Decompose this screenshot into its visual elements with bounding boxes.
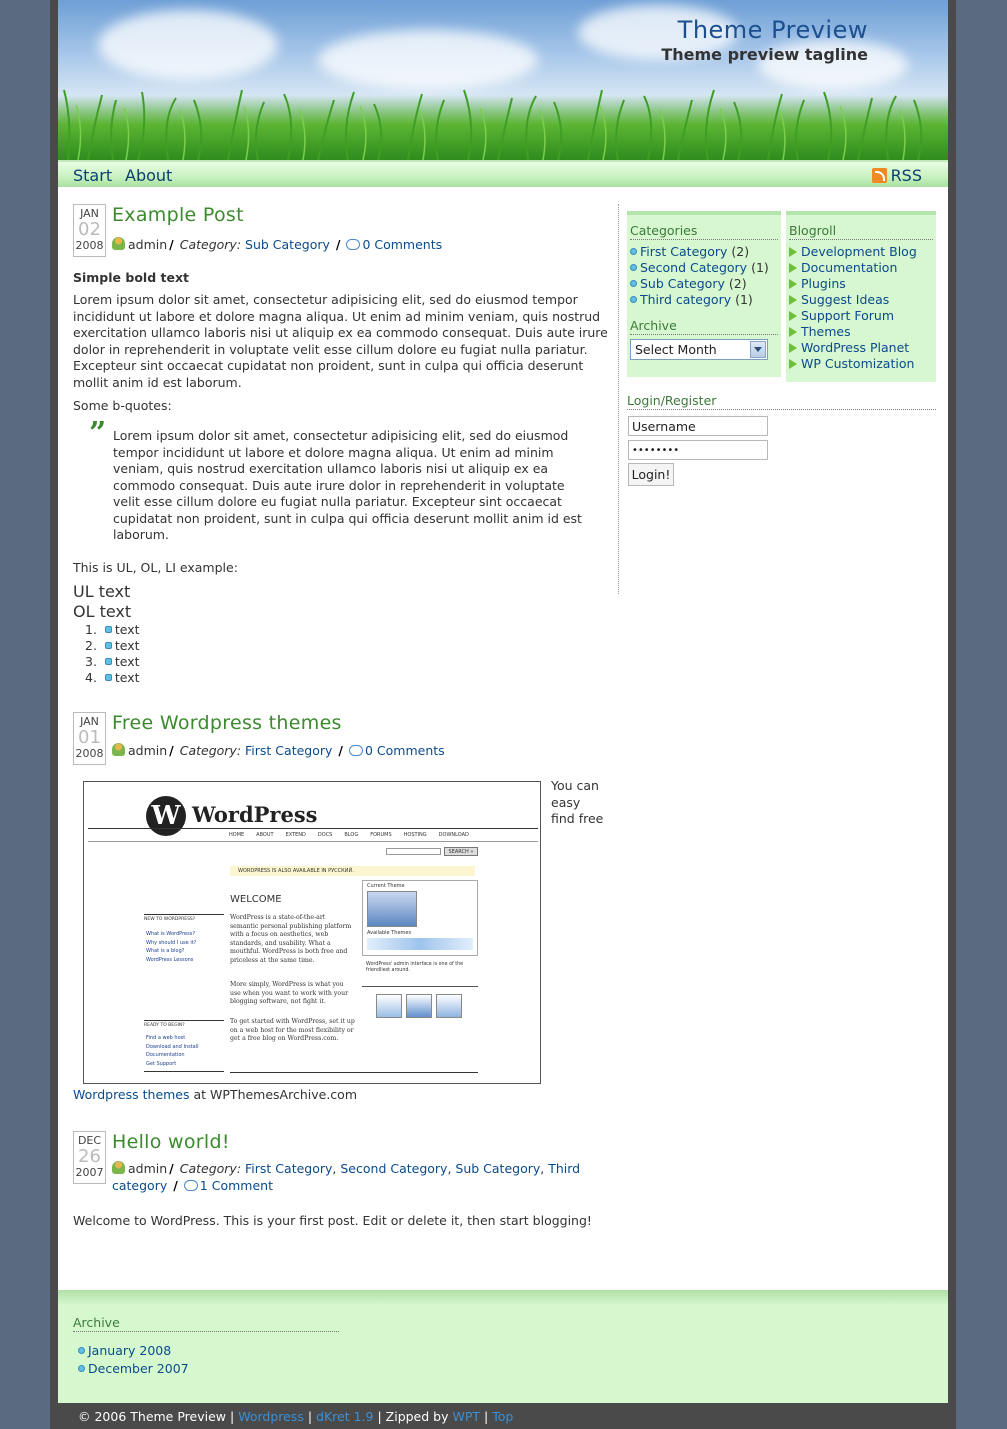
arrow-icon [789,327,797,337]
left-border [50,0,58,1429]
shot-left-rule [144,1071,224,1072]
chevron-down-icon[interactable] [750,341,766,358]
bullet-icon [630,248,637,255]
category-link[interactable]: First Category [245,743,333,758]
post-title[interactable]: Free Wordpress themes [112,712,342,734]
blogroll-title: Blogroll [789,223,933,240]
post-author: admin [128,237,168,252]
category-item: First Category (2) [630,244,778,260]
rss-link[interactable] [872,166,922,185]
post-date [73,712,106,765]
blogroll-link[interactable]: Development Blog [801,244,917,259]
category-item: Third category (1) [630,292,778,308]
blogroll-link[interactable]: Support Forum [801,308,895,323]
bullet-icon [78,1365,85,1372]
shot-text-2: More simply, WordPress is what you use when you want to work with your blogging software, not fight it. [230,981,349,1006]
footer-link-wordpress[interactable]: Wordpress [238,1409,304,1424]
categories-title: Categories [630,223,778,240]
login-button[interactable]: Login! [628,463,674,486]
footer-archive-title: Archive [73,1315,339,1332]
separator: / [169,237,174,252]
comment-icon [349,745,363,756]
user-icon [112,1161,125,1174]
nav-start[interactable]: Start [73,166,113,185]
password-input[interactable] [628,440,768,460]
shot-thumb-2 [406,994,432,1018]
nav-about[interactable]: About [125,166,173,185]
content-divider [618,204,619,594]
blogroll-link[interactable]: Documentation [801,260,898,275]
wordpress-themes-link[interactable]: Wordpress themes [73,1087,190,1102]
shot-text-1: WordPress is a state-of-the-art semantic personal publishing platform with a focus on aesthetics, web standards, and usability. What a mouthful. WordPress is both free and priceless at the same time. [230,914,352,964]
arrow-icon [789,279,797,289]
bullet-icon [105,626,112,633]
shot-nav: HOME ABOUT EXTEND DOCS BLOG FORUMS HOSTING DOWNLOAD [229,832,469,838]
bullet-icon [105,642,112,649]
main-nav [58,160,948,187]
shot-welcome: WELCOME [230,894,282,905]
post-paragraph: Lorem ipsum dolor sit amet, consectetur adipisicing elit, sed do eiusmod tempor incididunt ut labore et dolore magna aliqua. Ut enim ad minim veniam, quis nostrud exercitation ullamco laboris nisi ut aliquip ex ea commodo consequat. Duis aute irure dolor in reprehenderit in voluptate velit esse cillum dolore eu fugiat nulla pariatur. Excepteur sint occaecat cupidatat non proident, sunt in culpa qui officia deserunt mollit anim id est laborum. [73,292,608,390]
blogroll-link[interactable]: WordPress Planet [801,340,910,355]
ol-text: OL text [73,602,132,621]
ordered-list [85,622,140,686]
shot-caption: WordPress' admin interface is one of the friendliest around. [366,962,464,973]
shot-theme-panel: Current Theme Available Themes [362,880,478,956]
footer-link-top[interactable]: Top [492,1409,514,1424]
date-month: DEC [77,1134,102,1147]
list-item: 3. text [85,654,140,669]
date-year: 2007 [75,1166,104,1179]
page [58,0,948,1429]
categories-list [630,244,778,308]
credit-suffix: at WPThemesArchive.com [193,1087,358,1102]
blogroll-item [789,276,933,292]
blogroll-link[interactable]: Themes [801,324,851,339]
site-tagline: Theme preview tagline [661,45,868,64]
bullet-icon [105,658,112,665]
post-author: admin [128,1161,168,1176]
shot-theme-thumb [367,891,417,927]
post-meta [112,742,445,759]
separator: | [484,1409,489,1424]
categories-widget [627,211,781,377]
category-label: Category: [179,1161,242,1176]
archive-item [78,1360,189,1378]
arrow-icon [789,263,797,273]
blogroll-item [789,356,933,372]
category-link[interactable]: First Category [245,1161,333,1176]
login-title: Login/Register [627,393,936,410]
comments-link[interactable]: 0 Comments [364,743,445,758]
post-meta: admin / Category: First Category, Second Category, Sub Category, Third category / 1 Comment [112,1161,581,1193]
arrow-icon [789,343,797,353]
wordpress-screenshot[interactable] [83,781,541,1084]
post-meta [112,236,442,253]
date-month: JAN [80,207,99,220]
shot-rule-3 [362,986,478,987]
list-item: 2. text [85,638,140,653]
quote-mark-icon: ” [89,416,107,451]
zipped-by: | Zipped by [377,1409,449,1424]
bold-heading: Simple bold text [73,270,189,285]
category-link[interactable]: Sub Category [455,1161,541,1176]
blockquote: Lorem ipsum dolor sit amet, consectetur adipisicing elit, sed do eiusmod tempor incididunt ut labore et dolore magna aliqua. Ut enim ad minim veniam, quis nostrud exercitation ullamco laboris nisi ut aliquip ex ea commodo consequat. Duis aute irure dolor in reprehenderit in voluptate velit esse cillum dolore eu fugiat nulla pariatur. Excepteur sint occaecat cupidatat non proident, sunt in culpa qui officia deserunt mollit anim id est laborum. [113,428,582,542]
blogroll-list [789,244,933,372]
separator: / [169,1161,174,1176]
bullet-icon [105,674,112,681]
shot-thumb-3 [436,994,462,1018]
shot-logo: WordPress [192,802,318,827]
blogroll-item [789,292,933,308]
post-date [73,204,106,257]
footer-archive-list [78,1342,189,1378]
list-intro: This is UL, OL, LI example: [73,560,238,575]
category-link[interactable]: Third category [640,292,732,307]
comment-icon [184,1180,198,1191]
arrow-icon [789,311,797,321]
category-link[interactable]: Sub Category [640,276,725,291]
archive-select[interactable] [630,339,768,360]
bullet-icon [630,280,637,287]
comments-link[interactable]: 0 Comments [362,237,443,252]
ul-text: UL text [73,582,131,601]
bullet-icon [630,296,637,303]
shot-search-button: SEARCH » [444,847,478,856]
post-date [73,1131,106,1184]
separator: / [335,237,341,252]
separator: / [173,1178,178,1193]
date-day: 01 [78,727,101,748]
shot-rule-4 [230,1072,478,1073]
post-author: admin [128,743,168,758]
shot-rule [88,828,538,829]
blogroll-link[interactable]: Plugins [801,276,846,291]
wordpress-logo-icon: W [146,796,186,836]
post-title[interactable]: Example Post [112,204,244,226]
blogroll-item [789,324,933,340]
bullet-icon [78,1347,85,1354]
blogroll-item [789,308,933,324]
separator: / [169,743,174,758]
blogroll-item [789,340,933,356]
bquote-intro: Some b-quotes: [73,398,172,413]
footer-link-wpt[interactable]: WPT [452,1409,481,1424]
category-link[interactable]: Second Category [640,260,748,275]
right-border [948,0,956,1429]
side-text: You can easy find free [551,778,604,826]
shot-left-head-2: READY TO BEGIN? [144,1020,224,1028]
blogroll-widget [786,211,936,382]
user-icon [112,743,125,756]
arrow-icon [789,295,797,305]
username-input[interactable] [628,416,768,436]
date-day: 26 [78,1146,101,1167]
blogroll-item [789,244,933,260]
user-icon [112,237,125,250]
arrow-icon [789,359,797,369]
shot-left-links-2: Find a web host Download and Install Documentation Get Support [146,1035,199,1067]
footer [58,1290,948,1403]
archive-link[interactable]: January 2008 [88,1343,172,1358]
category-link[interactable]: First Category [640,244,728,259]
archive-link[interactable]: December 2007 [88,1361,189,1376]
category-item: Second Category (1) [630,260,778,276]
comment-icon [346,239,360,250]
archive-select-value: Select Month [635,342,717,357]
post-paragraph: Welcome to WordPress. This is your first post. Edit or delete it, then start blogging! [73,1213,592,1228]
footer-link-dkret[interactable]: dKret 1.9 [316,1409,374,1424]
shot-rule-2 [88,841,538,842]
archive-title: Archive [630,318,778,335]
copyright: © 2006 Theme Preview | [78,1409,235,1424]
date-day: 02 [78,219,101,240]
category-link[interactable]: Sub Category [245,237,330,252]
date-year: 2008 [75,747,104,760]
credit-line [73,1087,608,1104]
category-item: Sub Category (2) [630,276,778,292]
category-label: Category: [179,743,242,758]
shot-available-bar [367,938,473,950]
bullet-icon [630,264,637,271]
shot-search-input [386,848,441,855]
category-label: Category: [179,237,242,252]
blogroll-link[interactable]: Suggest Ideas [801,292,890,307]
shot-text-3: To get started with WordPress, set it up on a web host for the most flexibility or get a free blog on WordPress.com. [230,1018,355,1043]
date-month: JAN [80,715,99,728]
separator: | [307,1409,313,1424]
comments-link[interactable]: 1 Comment [199,1178,273,1193]
rss-label: RSS [890,166,922,185]
separator: / [338,743,343,758]
arrow-icon [789,247,797,257]
blogroll-item [789,260,933,276]
shot-notice: WORDPRESS IS ALSO AVAILABLE IN РУССКИЙ. [230,866,475,876]
shot-left-links-1: What is WordPress? Why should I use it? What is a blog? WordPress Lessons [146,931,197,963]
list-item: 4. text [85,670,140,685]
shot-left-head-1: NEW TO WORDPRESS? [144,914,224,922]
category-link[interactable]: Second Category [340,1161,448,1176]
shot-thumb-1 [376,994,402,1018]
list-item: 1. text [85,622,140,637]
header-banner [58,0,948,160]
blogroll-link[interactable]: WP Customization [801,356,915,371]
bottom-bar [58,1403,948,1429]
site-title[interactable]: Theme Preview [677,16,868,44]
archive-item [78,1342,189,1360]
date-year: 2008 [75,239,104,252]
rss-icon [872,168,887,183]
category-link[interactable]: Third category [112,1161,581,1193]
grass-blades [58,70,948,160]
post-title[interactable]: Hello world! [112,1131,230,1153]
